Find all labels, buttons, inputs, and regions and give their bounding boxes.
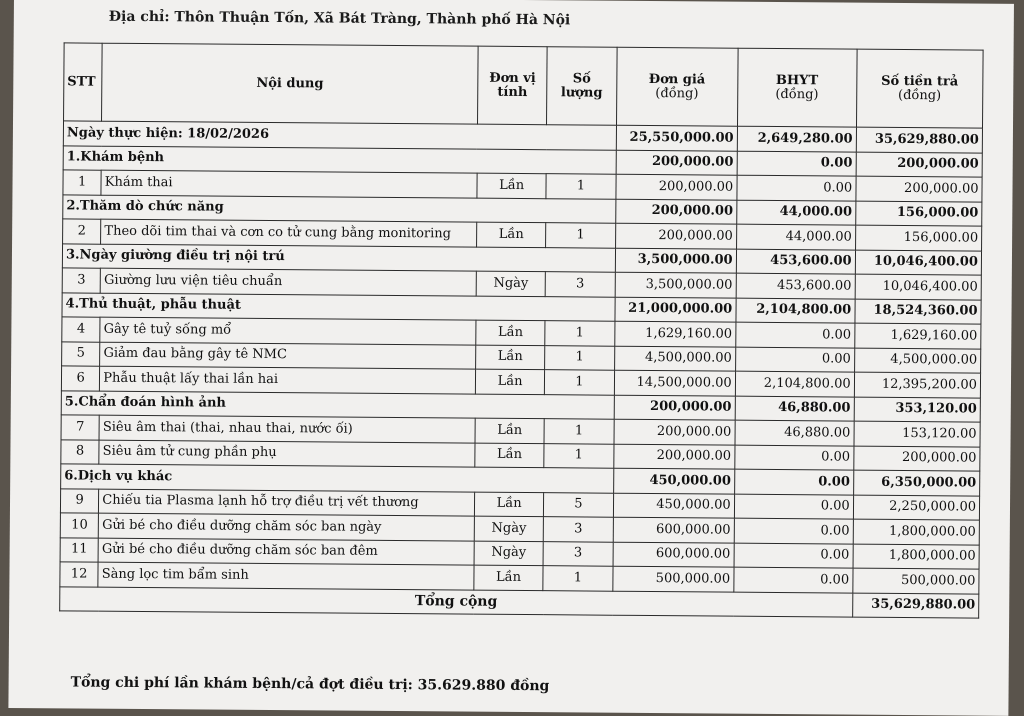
- item-name: Giảm đau bằng gây tê NMC: [100, 342, 476, 369]
- item-price: 14,500,000.00: [614, 370, 735, 395]
- item-unit: Ngày: [476, 271, 546, 296]
- col-bhyt: [737, 48, 857, 127]
- item-bhyt: 0.00: [735, 347, 854, 372]
- item-name: Siêu âm thai (thai, nhau thai, nước ối): [99, 415, 475, 442]
- date-pay: 35,629,880.00: [856, 127, 983, 152]
- item-name: Khám thai: [101, 170, 477, 197]
- date-price: 25,550,000.00: [616, 125, 737, 150]
- item-pay: 2,250,000.00: [853, 495, 980, 520]
- document-page: [8, 0, 1014, 716]
- col-stt: STT: [64, 43, 103, 121]
- item-price: 500,000.00: [612, 566, 733, 591]
- item-name: Gây tê tuỷ sống mổ: [100, 317, 476, 344]
- item-pay: 200,000.00: [853, 446, 980, 471]
- section-title: 5.Chẩn đoán hình ảnh: [61, 390, 614, 419]
- item-qty: 1: [545, 321, 615, 346]
- section-title: 6.Dịch vụ khác: [61, 464, 614, 493]
- item-qty: 1: [546, 174, 616, 199]
- item-price: 200,000.00: [614, 419, 735, 444]
- item-price: 600,000.00: [613, 542, 734, 567]
- item-name: Gửi bé cho điều dưỡng chăm sóc ban đêm: [98, 538, 474, 565]
- section-bhyt: 46,880.00: [735, 396, 854, 421]
- item-unit: Ngày: [474, 541, 544, 566]
- table-header-row: [64, 43, 984, 128]
- date-bhyt: 2,649,280.00: [737, 126, 856, 151]
- col-price: [616, 47, 738, 126]
- total-summary: Tổng chi phí lần khám bệnh/cả đợt điều trị: 35.629.880 đồng: [70, 674, 550, 695]
- item-pay: 1,800,000.00: [853, 544, 980, 569]
- item-bhyt: 0.00: [734, 494, 853, 519]
- item-stt: 12: [60, 562, 98, 587]
- item-qty: 1: [544, 419, 614, 444]
- bill-body: [60, 121, 983, 594]
- col-pay-line1: Số tiền trả: [881, 73, 959, 89]
- bill-table: [59, 42, 983, 618]
- item-stt: 7: [61, 415, 99, 440]
- item-stt: 3: [62, 268, 100, 293]
- section-bhyt: 0.00: [737, 151, 856, 176]
- section-bhyt: 453,600.00: [736, 249, 855, 274]
- item-stt: 1: [63, 170, 101, 195]
- section-pay: 10,046,400.00: [855, 250, 982, 275]
- item-price: 200,000.00: [613, 444, 734, 469]
- item-price: 3,500,000.00: [615, 272, 736, 297]
- item-stt: 9: [60, 488, 98, 513]
- col-content: Nội dung: [102, 43, 478, 124]
- item-name: Giường lưu viện tiêu chuẩn: [100, 268, 476, 295]
- item-price: 450,000.00: [613, 493, 734, 518]
- col-unit-line1: Đơn vị: [489, 70, 536, 86]
- col-unit-line2: tính: [497, 84, 528, 100]
- item-unit: Ngày: [474, 516, 544, 541]
- item-price: 200,000.00: [615, 223, 736, 248]
- item-pay: 200,000.00: [856, 176, 983, 201]
- item-pay: 10,046,400.00: [855, 274, 982, 299]
- item-bhyt: 0.00: [734, 445, 853, 470]
- date-label: Ngày thực hiện: 18/02/2026: [63, 121, 616, 150]
- item-name: Theo dõi tim thai và cơn co tử cung bằng monitoring: [101, 219, 477, 246]
- item-qty: 1: [543, 566, 613, 591]
- item-qty: 3: [544, 517, 614, 542]
- col-price-line2: (đồng): [655, 85, 699, 101]
- section-bhyt: 0.00: [734, 469, 853, 494]
- item-price: 4,500,000.00: [614, 346, 735, 371]
- item-qty: 3: [543, 541, 613, 566]
- item-unit: Lần: [474, 565, 544, 590]
- section-title: 2.Thăm dò chức năng: [63, 194, 616, 223]
- item-stt: 2: [63, 219, 101, 244]
- section-price: 200,000.00: [616, 150, 737, 175]
- item-stt: 10: [60, 513, 98, 538]
- item-unit: Lần: [476, 345, 546, 370]
- section-price: 21,000,000.00: [615, 297, 736, 322]
- item-qty: 1: [544, 443, 614, 468]
- item-stt: 5: [62, 341, 100, 366]
- item-stt: 8: [61, 439, 99, 464]
- section-pay: 353,120.00: [854, 397, 981, 422]
- item-pay: 12,395,200.00: [854, 372, 981, 397]
- total-pay: 35,629,880.00: [852, 593, 979, 618]
- section-price: 3,500,000.00: [615, 248, 736, 273]
- item-price: 600,000.00: [613, 517, 734, 542]
- item-bhyt: 2,104,800.00: [735, 371, 854, 396]
- item-name: Phẫu thuật lấy thai lần hai: [100, 366, 476, 393]
- section-price: 200,000.00: [615, 199, 736, 224]
- item-pay: 1,629,160.00: [854, 323, 981, 348]
- item-name: Gửi bé cho điều dưỡng chăm sóc ban ngày: [99, 513, 475, 540]
- item-stt: 6: [61, 366, 99, 391]
- section-title: 3.Ngày giường điều trị nội trú: [62, 243, 615, 272]
- item-qty: 3: [545, 272, 615, 297]
- item-pay: 153,120.00: [854, 421, 981, 446]
- col-bhyt-line1: BHYT: [775, 72, 819, 88]
- item-bhyt: 0.00: [734, 518, 853, 543]
- item-name: Sàng lọc tim bẩm sinh: [98, 562, 474, 589]
- col-unit: [477, 46, 547, 125]
- section-pay: 200,000.00: [856, 152, 983, 177]
- col-bhyt-line2: (đồng): [775, 86, 819, 102]
- item-bhyt: 44,000.00: [736, 224, 855, 249]
- item-name: Siêu âm tử cung phần phụ: [99, 440, 475, 467]
- col-qty: Số lượng: [547, 47, 617, 126]
- section-title: 1.Khám bệnh: [63, 145, 616, 174]
- item-bhyt: 0.00: [737, 175, 856, 200]
- section-pay: 156,000.00: [855, 201, 982, 226]
- item-stt: 4: [62, 317, 100, 342]
- item-unit: Lần: [474, 492, 544, 517]
- section-price: 450,000.00: [613, 468, 734, 493]
- item-price: 200,000.00: [616, 174, 737, 199]
- item-stt: 11: [60, 537, 98, 562]
- total-label: Tổng cộng: [60, 586, 853, 617]
- item-unit: Lần: [475, 369, 545, 394]
- item-pay: 1,800,000.00: [853, 519, 980, 544]
- item-price: 1,629,160.00: [614, 321, 735, 346]
- item-qty: 5: [544, 492, 614, 517]
- item-qty: 1: [545, 345, 615, 370]
- item-pay: 4,500,000.00: [854, 348, 981, 373]
- item-qty: 1: [546, 223, 616, 248]
- item-unit: Lần: [475, 443, 545, 468]
- item-bhyt: 46,880.00: [735, 420, 854, 445]
- item-unit: Lần: [476, 320, 546, 345]
- item-unit: Lần: [477, 173, 547, 198]
- item-pay: 156,000.00: [855, 225, 982, 250]
- item-unit: Lần: [475, 418, 545, 443]
- section-bhyt: 44,000.00: [736, 200, 855, 225]
- item-unit: Lần: [476, 222, 546, 247]
- address-line: Địa chỉ: Thôn Thuận Tốn, Xã Bát Tràng, Thành phố Hà Nội: [108, 8, 571, 29]
- item-bhyt: 0.00: [734, 543, 853, 568]
- item-pay: 500,000.00: [853, 568, 980, 593]
- item-bhyt: 0.00: [735, 322, 854, 347]
- col-pay: [856, 49, 983, 128]
- item-qty: 1: [545, 370, 615, 395]
- item-bhyt: 0.00: [734, 567, 853, 592]
- col-price-line1: Đơn giá: [648, 71, 706, 87]
- section-bhyt: 2,104,800.00: [736, 298, 855, 323]
- section-price: 200,000.00: [614, 395, 735, 420]
- col-pay-line2: (đồng): [897, 87, 942, 103]
- section-pay: 6,350,000.00: [853, 470, 980, 495]
- section-pay: 18,524,360.00: [855, 299, 982, 324]
- item-bhyt: 453,600.00: [736, 273, 855, 298]
- section-title: 4.Thủ thuật, phẫu thuật: [62, 292, 615, 321]
- item-name: Chiếu tia Plasma lạnh hỗ trợ điều trị vết thương: [99, 489, 475, 516]
